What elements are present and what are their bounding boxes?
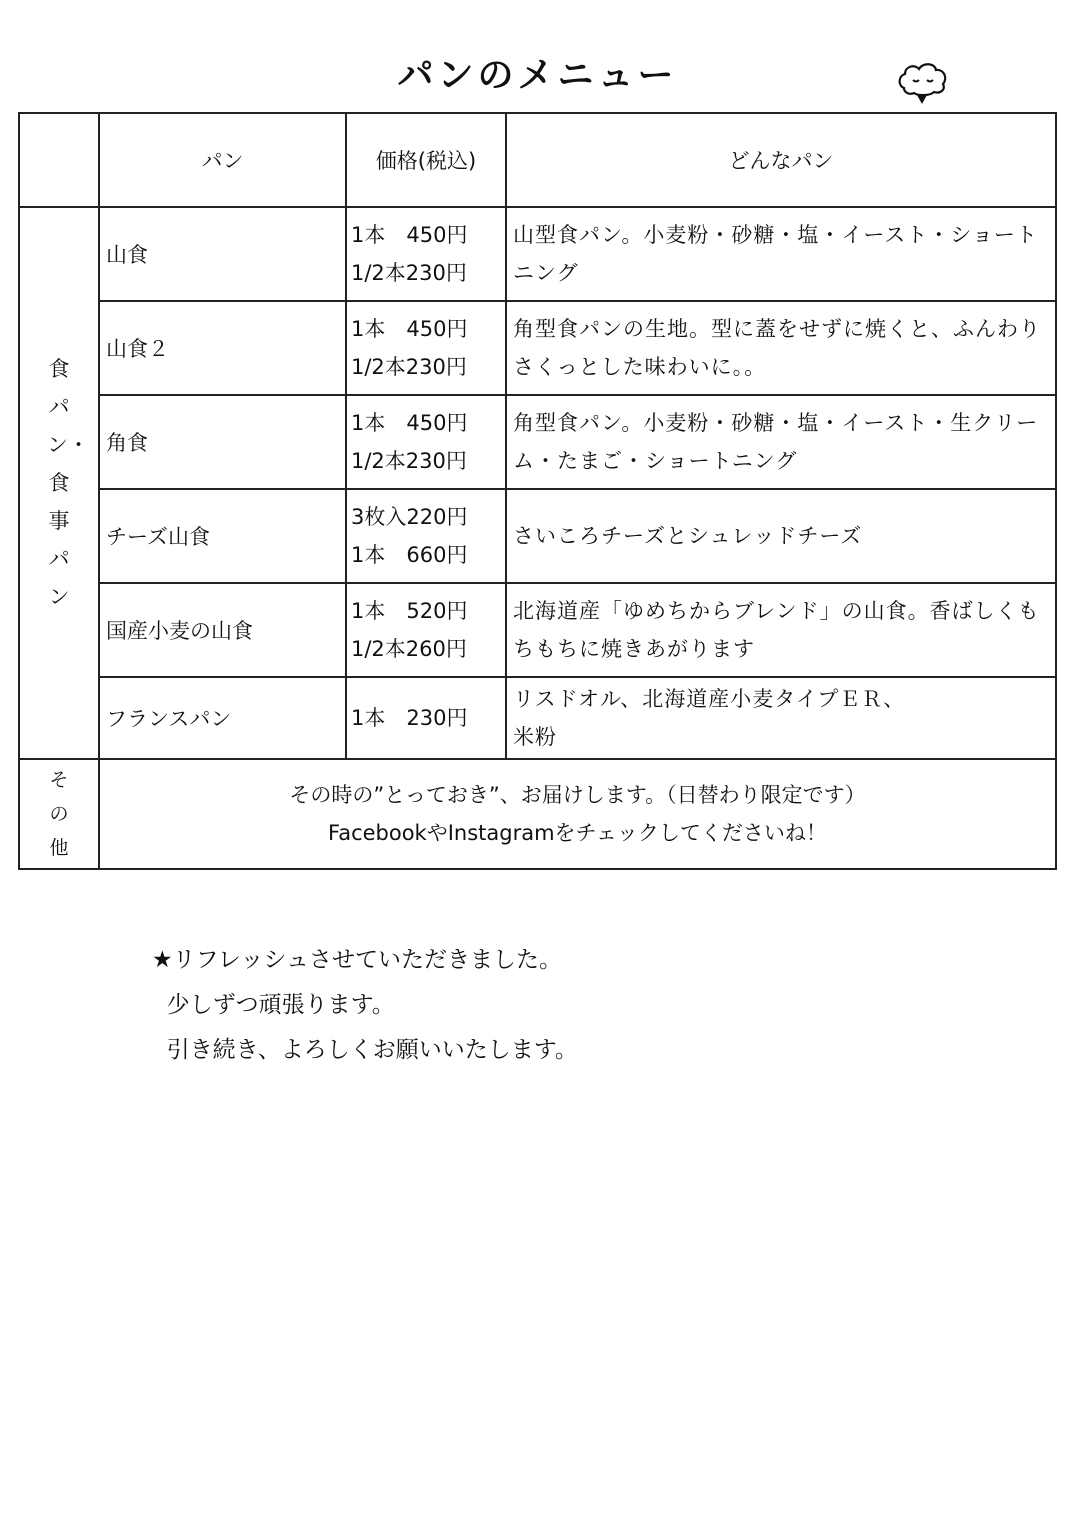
price-line: 1/2本230円 (351, 449, 467, 473)
bread-description: 山型食パン。小麦粉・砂糖・塩・イースト・ショートニング (506, 207, 1056, 301)
bread-name: 角食 (99, 395, 346, 489)
bread-price (346, 583, 506, 677)
category-cell (19, 207, 99, 759)
bread-description: 角型食パン。小麦粉・砂糖・塩・イースト・生クリーム・たまご・ショートニング (506, 395, 1056, 489)
description-line: 米粉 (513, 725, 557, 749)
price-line: 1本 520円 (351, 599, 468, 623)
bread-price (346, 395, 506, 489)
header-description: どんなパン (506, 113, 1056, 207)
bread-price (346, 489, 506, 583)
note-line: ★リフレッシュさせていただきました。 (152, 947, 563, 973)
cloud-face-icon (896, 58, 950, 106)
table-row (19, 395, 1056, 489)
table-row (19, 583, 1056, 677)
other-description (99, 759, 1056, 869)
bread-description (506, 677, 1056, 759)
bread-description: 角型食パンの生地。型に蓋をせずに焼くと、ふんわりさくっとした味わいに。。 (506, 301, 1056, 395)
price-line: 1本 450円 (351, 223, 468, 247)
header-category (19, 113, 99, 207)
category-label: 食パン・食事パン (47, 357, 89, 609)
table-row (19, 301, 1056, 395)
bread-name: 山食２ (99, 301, 346, 395)
bread-price (346, 301, 506, 395)
notes-block (152, 938, 578, 1073)
price-line: 1本 450円 (351, 317, 468, 341)
price-line: 1本 450円 (351, 411, 468, 435)
price-line: 1/2本230円 (351, 261, 467, 285)
note-line: 少しずつ頑張ります。 (152, 992, 395, 1018)
category-label-other: その他 (49, 769, 69, 859)
bread-name: 山食 (99, 207, 346, 301)
other-line: FacebookやInstagramをチェックしてくださいね！ (328, 821, 827, 845)
price-line: 1本 230円 (351, 706, 468, 730)
price-line: 1本 660円 (351, 543, 468, 567)
price-line: 1/2本260円 (351, 637, 467, 661)
bread-name: フランスパン (99, 677, 346, 759)
page-title: パンのメニュー (397, 55, 678, 96)
other-line: その時の”とっておき”、お届けします。（日替わり限定です） (289, 783, 866, 807)
bread-name: チーズ山食 (99, 489, 346, 583)
price-line: 3枚入220円 (351, 505, 468, 529)
table-row (19, 207, 1056, 301)
header-price: 価格(税込) (346, 113, 506, 207)
table-row-other (19, 759, 1056, 869)
bread-description: さいころチーズとシュレッドチーズ (506, 489, 1056, 583)
description-line: リスドオル、北海道産小麦タイプＥＲ、 (513, 687, 906, 711)
bread-price (346, 207, 506, 301)
note-line: 引き続き、よろしくお願いいたします。 (152, 1037, 578, 1063)
bread-description: 北海道産「ゆめちからブレンド」の山食。香ばしくもちもちに焼きあがります (506, 583, 1056, 677)
table-row (19, 489, 1056, 583)
category-cell-other (19, 759, 99, 869)
price-line: 1/2本230円 (351, 355, 467, 379)
table-header-row (19, 113, 1056, 207)
bread-menu-table (18, 112, 1057, 870)
bread-name: 国産小麦の山食 (99, 583, 346, 677)
bread-price (346, 677, 506, 759)
header-name: パン (99, 113, 346, 207)
table-row (19, 677, 1056, 759)
